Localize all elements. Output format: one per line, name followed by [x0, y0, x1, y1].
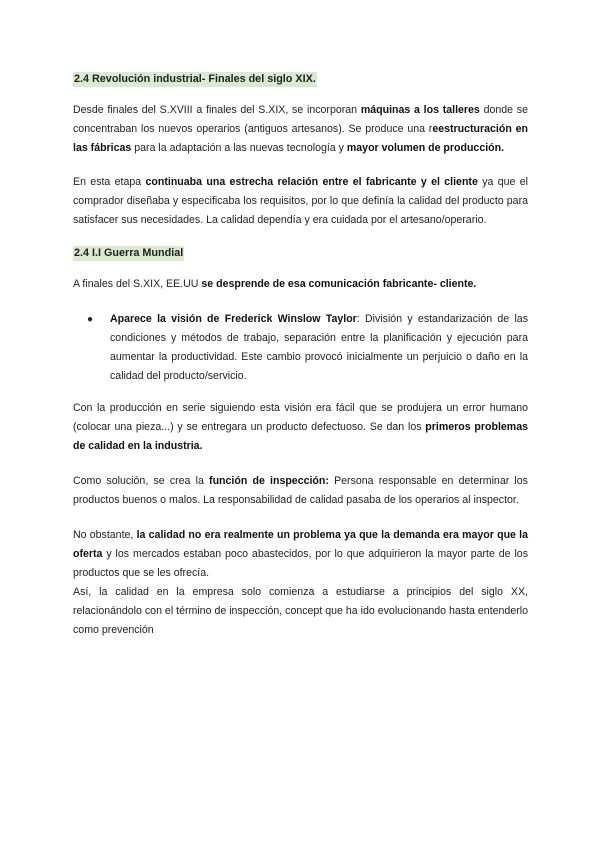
paragraph-funcion-inspeccion: Como solución, se crea la función de inspección: Persona responsable en determinar los productos buenos o malos. La responsabilidad de calidad pasaba de los operarios al inspector.	[73, 475, 528, 506]
section-heading-guerra-mundial: 2.4 I.I Guerra Mundial	[74, 247, 184, 259]
paragraph-maquinas-talleres: Desde finales del S.XVIII a finales del S.XIX, se incorporan máquinas a los talleres donde se concentraban los nuevos operarios (antiguos artesanos). Se produce una reestructuración en las fábricas para la adaptación a las nuevas tecnología y mayor volumen de producción.	[73, 104, 528, 154]
paragraph-relacion-fabricante-cliente: En esta etapa continuaba una estrecha relación entre el fabricante y el cliente ya que el comprador diseñaba y especificaba los requisitos, por lo que definía la calidad del producto para satisfacer sus necesidades. La calidad dependía y era cuidada por el artesano/operario.	[73, 176, 528, 226]
document-body	[73, 70, 528, 640]
paragraph-prevencion: Así, la calidad en la empresa solo comienza a estudiarse a principios del siglo XX, relacionándolo con el término de inspección, concept que ha ido evolucionando hasta entenderlo como prevención	[73, 586, 528, 636]
paragraph-produccion-serie: Con la producción en serie siguiendo esta visión era fácil que se produjera un error humano (colocar una pieza...) y se entregara un producto defectuoso. Se dan los primeros problemas de calidad en la industria.	[73, 402, 528, 452]
section-heading-revolucion-industrial: 2.4 Revolución industrial- Finales del siglo XIX.	[74, 73, 316, 85]
bullet-icon: ●	[87, 314, 94, 325]
paragraph-demanda-oferta: No obstante, la calidad no era realmente un problema ya que la demanda era mayor que la oferta y los mercados estaban poco abastecidos, por lo que adquirieron la mayor parte de los productos que se les ofrecía.	[73, 529, 529, 579]
paragraph-eeuu-comunicacion: A finales del S.XIX, EE.UU se desprende de esa comunicación fabricante- cliente.	[73, 278, 477, 290]
list-item-taylor: ● Aparece la visión de Frederick Winslow Taylor: División y estandarización de las condiciones y métodos de trabajo, separación entre la planificación y ejecución para aumentar la productividad. Este cambio provocó inicialmente un perjuicio o daño en la calidad del producto/servicio.	[73, 310, 528, 386]
bullet-list	[73, 310, 528, 386]
